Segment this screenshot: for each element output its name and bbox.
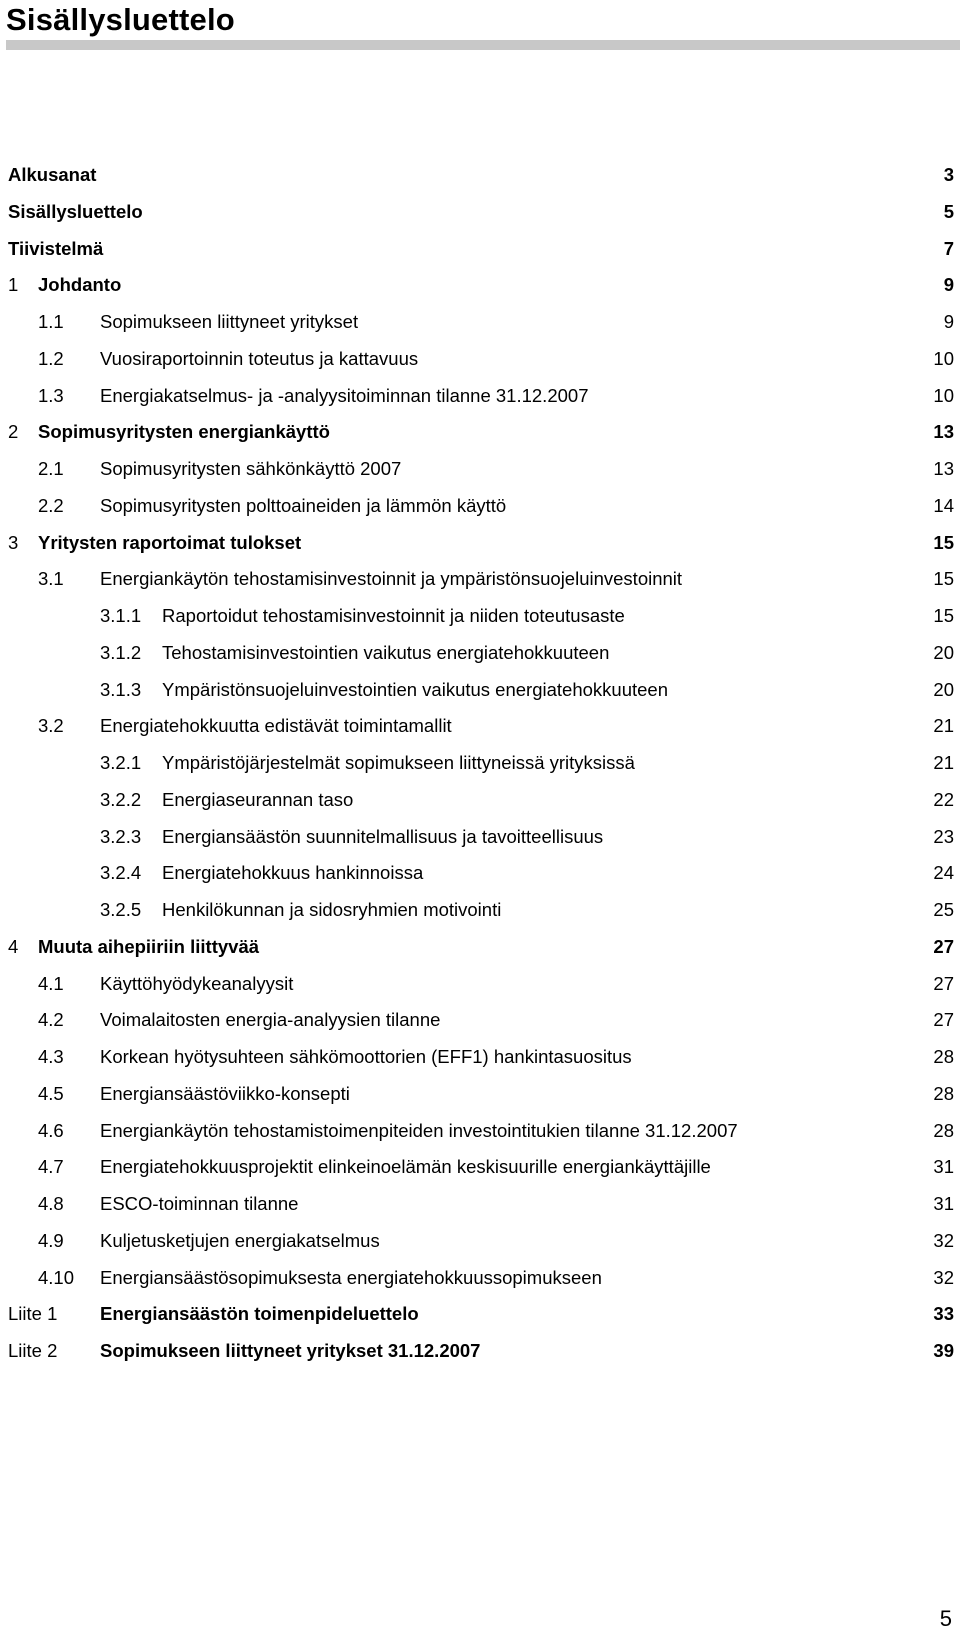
toc-entry-number: 4.9 xyxy=(38,1229,64,1251)
toc-entry-page: 15 xyxy=(933,605,954,626)
toc-entry-number: Liite 1 xyxy=(8,1303,58,1325)
toc-entry-page: 22 xyxy=(933,788,954,810)
toc-entry-page: 7 xyxy=(943,237,954,259)
toc-entry-number: 4.8 xyxy=(38,1193,64,1214)
toc-entry-title: Sopimusyritysten polttoaineiden ja lämmön käyttö xyxy=(100,494,507,516)
toc-entry[interactable] xyxy=(0,417,954,447)
toc-entry-title: Yritysten raportoimat tulokset xyxy=(38,531,302,553)
toc-entry-page: 9 xyxy=(943,311,954,332)
toc-entry-title: Alkusanat xyxy=(8,164,97,185)
toc-entry-number: 3.2.1 xyxy=(100,752,142,773)
toc-entry-page: 3 xyxy=(943,164,954,185)
toc-entry[interactable] xyxy=(0,454,954,484)
toc-entry-title: Energiansäästösopimuksesta energiatehokkuussopimukseen xyxy=(100,1266,602,1288)
toc-entry-page: 21 xyxy=(933,752,954,773)
toc-entry[interactable] xyxy=(0,858,954,888)
toc-entry-page: 32 xyxy=(933,1229,954,1251)
toc-entry-page: 20 xyxy=(933,678,954,700)
toc-entry-number: 3.2.2 xyxy=(100,788,142,810)
toc-entry-title: Energiankäytön tehostamisinvestoinnit ja ympäristönsuojeluinvestoinnit xyxy=(100,568,683,590)
page-title: Sisällysluettelo xyxy=(6,2,235,37)
toc-entry-number: 3.1.3 xyxy=(100,678,142,700)
toc-entry-title: Korkean hyötysuhteen sähkömoottorien (EFF1) hankintasuositus xyxy=(100,1046,632,1067)
toc-entry[interactable] xyxy=(0,895,954,925)
toc-entry-number: 3.2 xyxy=(38,715,64,737)
toc-entry-number: 3.2.5 xyxy=(100,899,142,920)
toc-entry-number: 1.2 xyxy=(38,347,64,369)
toc-entry[interactable] xyxy=(0,675,954,705)
toc-entry-number: 2.1 xyxy=(38,458,64,479)
toc-entry[interactable] xyxy=(0,234,954,264)
toc-entry-page: 25 xyxy=(933,899,954,920)
toc-entry-number: 3.2.3 xyxy=(100,825,142,847)
toc-entry-title: Energiakatselmus- ja -analyysitoiminnan tilanne 31.12.2007 xyxy=(100,384,589,406)
toc-entry-title: Ympäristönsuojeluinvestointien vaikutus energiatehokkuuteen xyxy=(162,678,668,700)
toc-entry-title: Energiatehokkuutta edistävät toimintamallit xyxy=(100,715,452,737)
title-rule xyxy=(6,40,960,50)
toc-entry-number: 4.3 xyxy=(38,1046,64,1067)
toc-entry[interactable] xyxy=(0,969,954,999)
toc-entry-title: Tehostamisinvestointien vaikutus energiatehokkuuteen xyxy=(162,641,610,663)
toc-entry-number: 1 xyxy=(8,274,19,296)
toc-entry[interactable] xyxy=(0,638,954,668)
toc-entry[interactable] xyxy=(0,932,954,962)
toc-entry-title: Sopimukseen liittyneet yritykset 31.12.2007 xyxy=(100,1340,481,1361)
toc-entry-number: 4.10 xyxy=(38,1266,75,1288)
toc-entry-title: Johdanto xyxy=(38,274,122,296)
toc-entry-title: Vuosiraportoinnin toteutus ja kattavuus xyxy=(100,347,419,369)
toc-entry-page: 15 xyxy=(933,531,954,553)
toc-entry-title: Energiaseurannan taso xyxy=(162,788,354,810)
toc-entry-number: 3 xyxy=(8,531,19,553)
toc-entry-page: 13 xyxy=(933,458,954,479)
toc-entry-page: 27 xyxy=(933,935,954,957)
toc-entry-title: Energiansäästön suunnitelmallisuus ja tavoitteellisuus xyxy=(162,825,604,847)
toc-entry[interactable] xyxy=(0,1226,954,1256)
toc-entry[interactable] xyxy=(0,197,954,227)
toc-entry-number: 1.3 xyxy=(38,384,64,406)
toc-entry-number: 4 xyxy=(8,935,19,957)
toc-entry[interactable] xyxy=(0,1189,954,1219)
page-number: 5 xyxy=(939,1606,952,1631)
toc-entry-number: 2.2 xyxy=(38,494,64,516)
toc-entry[interactable] xyxy=(0,381,954,411)
toc-entry[interactable] xyxy=(0,1299,954,1329)
toc-entry[interactable] xyxy=(0,564,954,594)
toc-entry-page: 31 xyxy=(933,1193,954,1214)
toc-entry[interactable] xyxy=(0,711,954,741)
toc-entry-page: 13 xyxy=(933,421,954,443)
toc-entry-page: 20 xyxy=(933,641,954,663)
toc-entry-number: 4.1 xyxy=(38,972,64,994)
toc-entry-page: 24 xyxy=(933,862,954,884)
toc-entry[interactable] xyxy=(0,1116,954,1146)
toc-entry-number: 4.7 xyxy=(38,1156,64,1178)
toc-entry[interactable] xyxy=(0,748,954,778)
toc-entry-title: Sopimusyritysten energiankäyttö xyxy=(38,421,330,443)
toc-entry-page: 32 xyxy=(933,1266,954,1288)
toc-entry-title: Energiansäästön toimenpideluettelo xyxy=(100,1303,419,1325)
toc-entry-number: 2 xyxy=(8,421,19,443)
toc-entry-page: 9 xyxy=(943,274,954,296)
toc-entry-number: Liite 2 xyxy=(8,1340,58,1361)
toc-entry[interactable] xyxy=(0,1263,954,1293)
toc-entry[interactable] xyxy=(0,1042,954,1072)
toc-entry[interactable] xyxy=(0,270,954,300)
toc-entry-title: Ympäristöjärjestelmät sopimukseen liittyneissä yrityksissä xyxy=(162,752,635,773)
toc-entry-page: 21 xyxy=(933,715,954,737)
toc-entry-title: Käyttöhyödykeanalyysit xyxy=(100,972,294,994)
toc-entry[interactable] xyxy=(0,344,954,374)
toc-entry[interactable] xyxy=(0,785,954,815)
toc-entry-number: 4.6 xyxy=(38,1119,64,1141)
toc-entry-page: 33 xyxy=(933,1303,954,1325)
toc-entry-page: 28 xyxy=(933,1119,954,1141)
toc-entry[interactable] xyxy=(0,160,954,190)
toc-entry[interactable] xyxy=(0,822,954,852)
toc-entry-number: 4.2 xyxy=(38,1009,64,1031)
toc-entry-title: ESCO-toiminnan tilanne xyxy=(100,1193,299,1214)
toc-entry-title: Energiatehokkuus hankinnoissa xyxy=(162,862,424,884)
toc-entry[interactable] xyxy=(0,491,954,521)
toc-entry-page: 27 xyxy=(933,972,954,994)
toc-entry-title: Sopimukseen liittyneet yritykset xyxy=(100,311,359,332)
toc-entry-title: Muuta aihepiiriin liittyvää xyxy=(38,935,260,957)
toc-entry[interactable] xyxy=(0,601,954,631)
toc-entry-page: 39 xyxy=(933,1340,954,1361)
toc-entry-page: 14 xyxy=(933,494,954,516)
toc-entry-page: 28 xyxy=(933,1046,954,1067)
toc-entry-number: 3.2.4 xyxy=(100,862,142,884)
toc-entry[interactable] xyxy=(0,528,954,558)
toc-entry-title: Raportoidut tehostamisinvestoinnit ja niiden toteutusaste xyxy=(162,605,625,626)
toc-entry[interactable] xyxy=(0,307,954,337)
toc-entry-title: Sopimusyritysten sähkönkäyttö 2007 xyxy=(100,458,402,479)
toc-entry-page: 5 xyxy=(943,200,954,222)
toc-entry[interactable] xyxy=(0,1152,954,1182)
toc-entry-title: Voimalaitosten energia-analyysien tilanne xyxy=(100,1009,441,1031)
toc-entry-page: 27 xyxy=(933,1009,954,1031)
toc-entry-number: 4.5 xyxy=(38,1082,64,1104)
toc-entry[interactable] xyxy=(0,1005,954,1035)
toc-entry-page: 15 xyxy=(933,568,954,590)
toc-entry-title: Energiatehokkuusprojektit elinkeinoelämän keskisuurille energiankäyttäjille xyxy=(100,1156,711,1178)
toc-entry-page: 10 xyxy=(933,384,954,406)
toc-entry-title: Henkilökunnan ja sidosryhmien motivointi xyxy=(162,899,502,920)
toc-entry-number: 3.1.1 xyxy=(100,605,142,626)
toc-entry-title: Energiansäästöviikko-konsepti xyxy=(100,1082,350,1104)
toc-entry-page: 28 xyxy=(933,1082,954,1104)
toc-entry-title: Energiankäytön tehostamistoimenpiteiden investointitukien tilanne 31.12.2007 xyxy=(100,1119,738,1141)
toc-entry-page: 10 xyxy=(933,347,954,369)
toc-entry-title: Sisällysluettelo xyxy=(8,200,143,222)
toc-entry-number: 3.1.2 xyxy=(100,641,142,663)
toc-entry-number: 1.1 xyxy=(38,311,64,332)
toc-entry-page: 31 xyxy=(933,1156,954,1178)
toc-entry-number: 3.1 xyxy=(38,568,64,590)
toc-entry[interactable] xyxy=(0,1336,954,1366)
toc-entry-title: Tiivistelmä xyxy=(8,237,104,259)
toc-entry-page: 23 xyxy=(933,825,954,847)
toc-entry-title: Kuljetusketjujen energiakatselmus xyxy=(100,1229,380,1251)
toc-entry[interactable] xyxy=(0,1079,954,1109)
